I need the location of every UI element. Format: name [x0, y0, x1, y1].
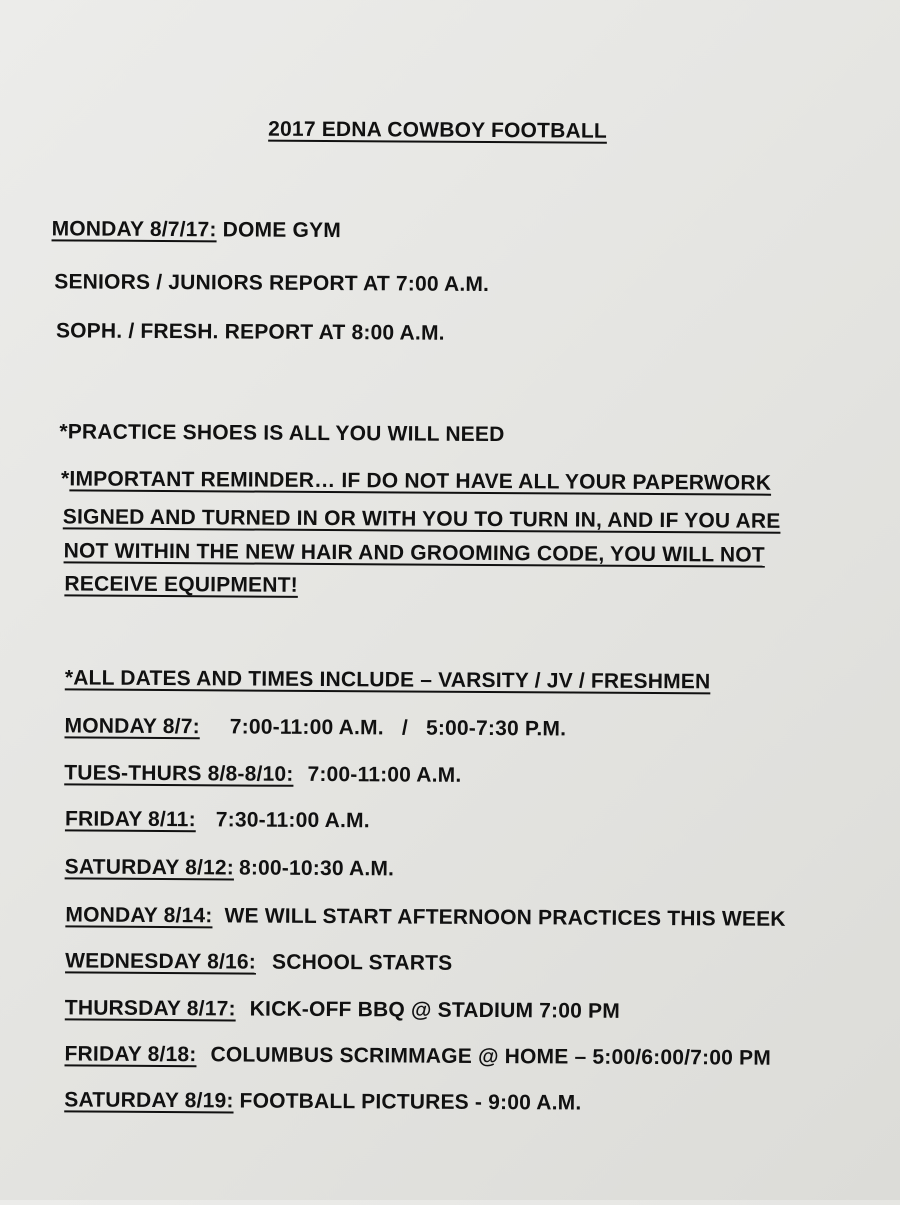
shoes-note: *PRACTICE SHOES IS ALL YOU WILL NEED — [59, 420, 505, 447]
schedule-detail: SCHOOL STARTS — [271, 950, 453, 975]
schedule-detail: KICK-OFF BBQ @ STADIUM 7:00 PM — [249, 997, 621, 1023]
schedule-item — [64, 714, 566, 741]
schedule-item — [64, 761, 461, 787]
schedule-day: FRIDAY 8/18: — [64, 1042, 197, 1067]
flyer-title: 2017 EDNA COWBOY FOOTBALL — [268, 117, 607, 143]
schedule-item — [65, 855, 395, 881]
schedule-item — [65, 807, 370, 833]
reminder-text-3: NOT WITHIN THE NEW HAIR AND GROOMING CODE, YOU WILL NOT — [63, 539, 765, 567]
schedule-header: *ALL DATES AND TIMES INCLUDE – VARSITY / JV / FRESHMEN — [64, 666, 711, 694]
schedule-detail: 7:30-11:00 A.M. — [215, 808, 370, 833]
reminder-line-1 — [61, 467, 771, 495]
report-line-2: SOPH. / FRESH. REPORT AT 8:00 A.M. — [55, 319, 445, 345]
reminder-text-4: RECEIVE EQUIPMENT! — [64, 572, 298, 597]
schedule-day: TUES-THURS 8/8-8/10: — [64, 761, 294, 786]
schedule-item — [64, 1042, 771, 1070]
schedule-day: SATURDAY 8/19: — [64, 1088, 234, 1113]
report-day-label: MONDAY 8/7/17: — [51, 217, 217, 242]
schedule-item — [65, 949, 452, 975]
schedule-detail: FOOTBALL PICTURES - 9:00 A.M. — [239, 1089, 582, 1115]
report-line-1: SENIORS / JUNIORS REPORT AT 7:00 A.M. — [54, 270, 490, 296]
schedule-day: SATURDAY 8/12: — [64, 855, 235, 880]
reminder-star: * — [61, 467, 70, 491]
schedule-day: MONDAY 8/14: — [65, 903, 213, 928]
report-heading — [52, 217, 342, 243]
schedule-day: WEDNESDAY 8/16: — [65, 949, 257, 974]
schedule-item — [64, 1088, 581, 1115]
report-location: DOME GYM — [222, 218, 342, 243]
schedule-day: FRIDAY 8/11: — [64, 807, 196, 832]
schedule-detail: WE WILL START AFTERNOON PRACTICES THIS WEEK — [224, 904, 786, 931]
schedule-item — [65, 903, 785, 931]
schedule-day: MONDAY 8/7: — [64, 714, 200, 739]
schedule-detail: 7:00-11:00 A.M. — [307, 762, 462, 787]
schedule-item — [65, 996, 620, 1023]
schedule-detail: 8:00-10:30 A.M. — [238, 856, 395, 881]
schedule-day: THURSDAY 8/17: — [64, 996, 236, 1021]
schedule-detail: 7:00-11:00 A.M. / 5:00-7:30 P.M. — [229, 715, 567, 741]
reminder-text-2: SIGNED AND TURNED IN OR WITH YOU TO TURN IN, AND IF YOU ARE — [62, 505, 781, 533]
schedule-detail: COLUMBUS SCRIMMAGE @ HOME – 5:00/6:00/7:00 PM — [210, 1043, 772, 1070]
reminder-text-1: IMPORTANT REMINDER… IF DO NOT HAVE ALL YOUR PAPERWORK — [69, 467, 772, 495]
